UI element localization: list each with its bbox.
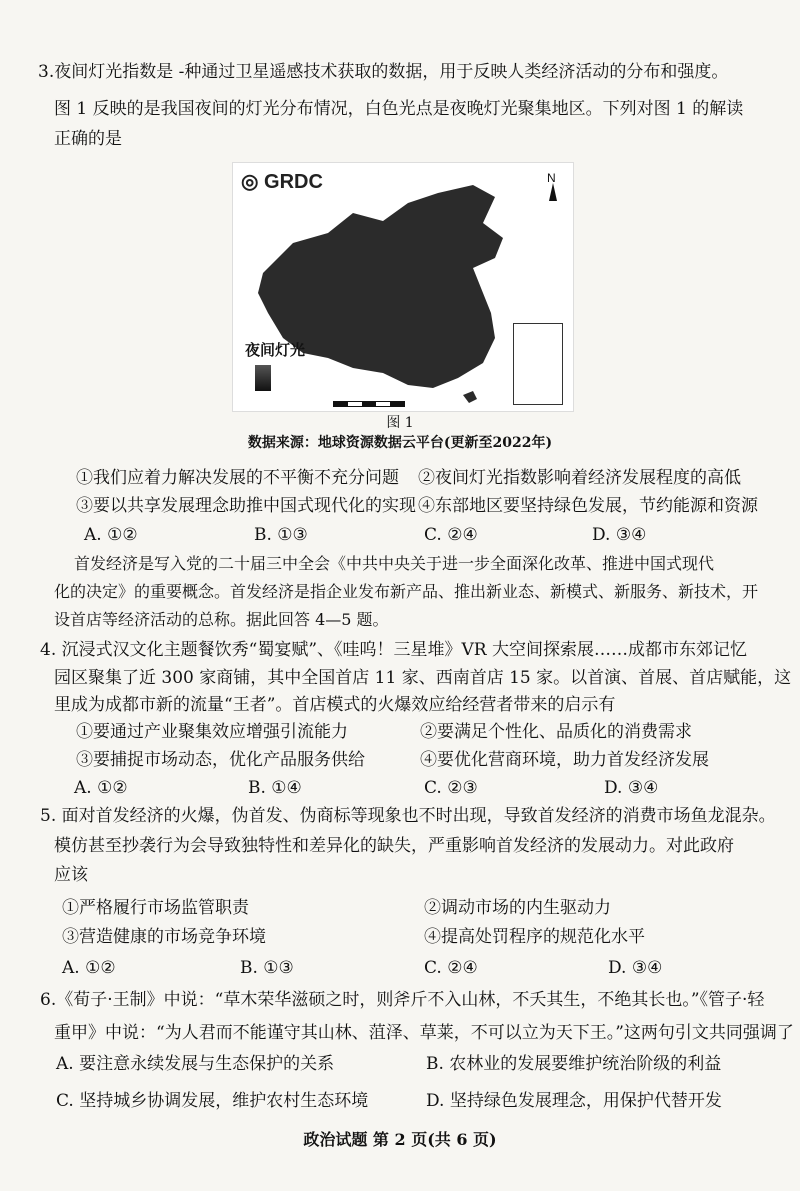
q3-stem-line-3: 正确的是 [54, 129, 122, 149]
q5-option-d: D. ③④ [608, 958, 663, 978]
intro-line-2: 化的决定》的重要概念。首发经济是指企业发布新产品、推出新业态、新模式、新服务、新技术，开 [54, 582, 759, 601]
grdc-logo: ◎ GRDC [241, 171, 323, 193]
q4-option-c: C. ②③ [424, 778, 478, 798]
q5-stem-line-3: 应该 [54, 865, 88, 885]
q5-statement-1: ①严格履行市场监管职责 [62, 898, 249, 918]
q6-stem-line-2: 重甲》中说：“为人君而不能谨守其山林、菹泽、草莱，不可以立为天下王。”这两句引文共同强调了 [54, 1023, 794, 1043]
q4-statement-2: ②要满足个性化、品质化的消费需求 [420, 722, 692, 742]
q3-option-a: A. ①② [84, 525, 138, 545]
q5-stem-line-1: 5. 面对首发经济的火爆，伪首发、伪商标等现象也不时出现，导致首发经济的消费市场鱼龙混杂。 [40, 806, 776, 826]
north-arrow-icon [549, 183, 557, 201]
north-label: N [547, 171, 556, 185]
q5-option-b: B. ①③ [240, 958, 294, 978]
q5-option-a: A. ①② [62, 958, 116, 978]
q4-statement-1: ①要通过产业聚集效应增强引流能力 [76, 722, 348, 742]
q6-option-b: B. 农林业的发展要维护统治阶级的利益 [426, 1054, 722, 1074]
q6-option-d: D. 坚持绿色发展理念，用保护代替开发 [426, 1091, 722, 1111]
q4-statement-4: ④要优化营商环境，助力首发经济发展 [420, 750, 709, 770]
intro-line-1: 首发经济是写入党的二十届三中全会《中共中央关于进一步全面深化改革、推进中国式现代 [74, 554, 715, 573]
q5-statement-3: ③营造健康的市场竞争环境 [62, 927, 266, 947]
q3-stem-line-2: 图 1 反映的是我国夜间的灯光分布情况，白色光点是夜晚灯光聚集地区。下列对图 1 的解读 [54, 99, 744, 119]
q3-statement-4: ④东部地区要坚持绿色发展，节约能源和资源 [418, 496, 758, 516]
q6-stem-line-1: 6.《荀子·王制》中说：“草木荣华滋硕之时，则斧斤不入山林，不夭其生，不绝其长也。”《管子·轻 [40, 990, 765, 1010]
q4-statement-3: ③要捕捉市场动态，优化产品服务供给 [76, 750, 365, 770]
map-scale-bar [333, 401, 405, 407]
q4-option-a: A. ①② [74, 778, 128, 798]
map-legend-swatch [255, 365, 271, 391]
q4-option-b: B. ①④ [248, 778, 302, 798]
map-legend-title: 夜间灯光 [245, 341, 306, 359]
intro-line-3: 设首店等经济活动的总称。据此回答 4—5 题。 [54, 610, 389, 629]
q3-statement-1: ①我们应着力解决发展的不平衡不充分问题 [76, 468, 399, 488]
q5-statement-2: ②调动市场的内生驱动力 [424, 898, 611, 918]
south-china-sea-inset [513, 323, 563, 405]
q3-option-b: B. ①③ [254, 525, 308, 545]
q3-statement-2: ②夜间灯光指数影响着经济发展程度的高低 [418, 468, 741, 488]
figure-caption: 图 1 [386, 415, 414, 431]
q3-statement-3: ③要以共享发展理念助推中国式现代化的实现 [76, 496, 416, 516]
q4-stem-line-1: 4. 沉浸式汉文化主题餐饮秀“蜀宴赋”、《哇呜！三星堆》VR 大空间探索展……成都市东郊记忆 [40, 640, 747, 660]
q4-stem-line-3: 里成为成都市新的流量“王者”。首店模式的火爆效应给经营者带来的启示有 [54, 695, 616, 715]
q4-stem-line-2: 园区聚集了近 300 家商铺，其中全国首店 11 家、西南首店 15 家。以首演、首展、首店赋能，这 [54, 668, 792, 688]
q4-option-d: D. ③④ [604, 778, 659, 798]
q3-option-d: D. ③④ [592, 525, 647, 545]
page-footer: 政治试题 第 2 页(共 6 页) [303, 1130, 497, 1149]
q5-stem-line-2: 模仿甚至抄袭行为会导致独特性和差异化的缺失，严重影响首发经济的发展动力。对此政府 [54, 836, 734, 856]
q6-option-a: A. 要注意永续发展与生态保护的关系 [56, 1054, 335, 1074]
figure-source: 数据来源：地球资源数据云平台(更新至2022年) [247, 435, 553, 451]
q5-option-c: C. ②④ [424, 958, 478, 978]
q3-option-c: C. ②④ [424, 525, 478, 545]
q5-statement-4: ④提高处罚程序的规范化水平 [424, 927, 645, 947]
china-night-light-map [232, 162, 574, 412]
q3-stem-line-1: 3.夜间灯光指数是 -种通过卫星遥感技术获取的数据，用于反映人类经济活动的分布和强度。 [38, 62, 729, 82]
q6-option-c: C. 坚持城乡协调发展，维护农村生态环境 [56, 1091, 369, 1111]
